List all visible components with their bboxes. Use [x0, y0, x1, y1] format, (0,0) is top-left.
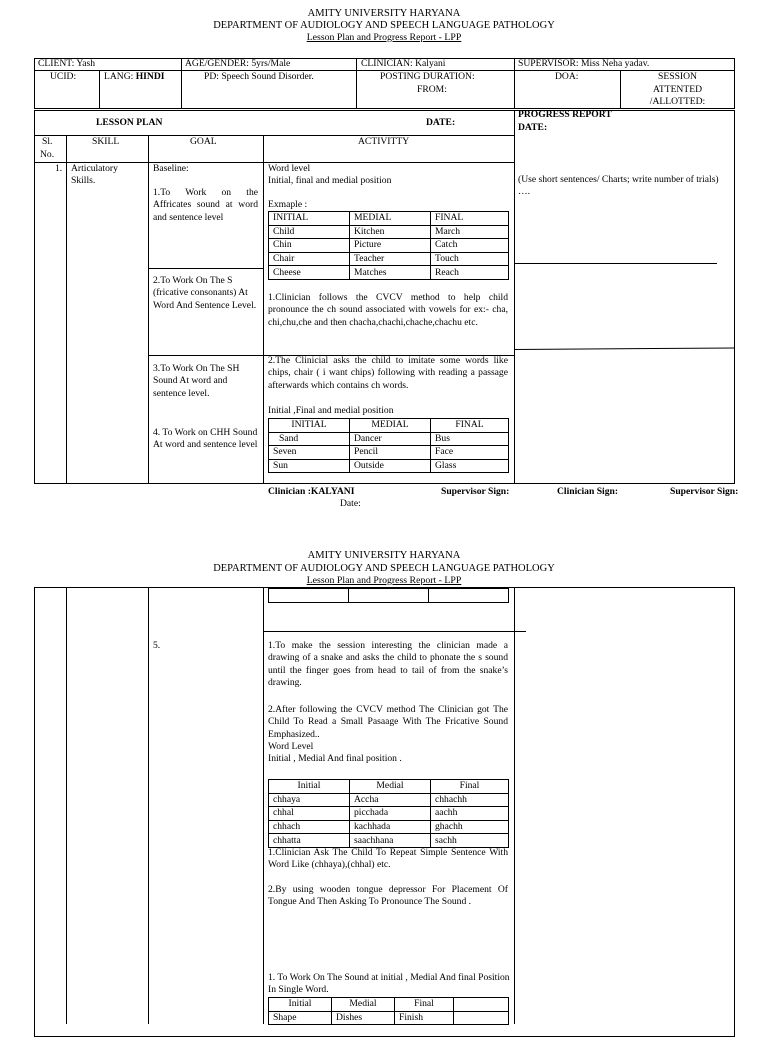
table-cell: Chair — [269, 252, 350, 266]
language-field — [104, 71, 165, 83]
department-title-p2: DEPARTMENT OF AUDIOLOGY AND SPEECH LANGUAGE PATHOLOGY — [213, 563, 555, 574]
divider — [428, 588, 429, 603]
activity-depressor: 2.By using wooden tongue depressor For Placement Of Tongue And Then Asking To Pronounce The Sound . — [268, 884, 508, 908]
table-cell: Reach — [431, 266, 509, 280]
clinician-name: CLINICIAN: Kalyani — [361, 58, 446, 69]
table-cell: Touch — [431, 252, 509, 266]
department-title: DEPARTMENT OF AUDIOLOGY AND SPEECH LANGUAGE PATHOLOGY — [213, 20, 555, 31]
table-row — [269, 459, 509, 473]
table-row — [269, 807, 509, 821]
divider — [148, 268, 263, 269]
row-number: 1. — [55, 163, 63, 174]
table-header-cell: Medial — [332, 998, 395, 1012]
word-level-label: Word Level — [268, 741, 314, 752]
table-cell: March — [431, 225, 509, 239]
table-header-cell: Initial — [269, 780, 350, 794]
table-header-cell: INITIAL — [269, 212, 350, 226]
activity-work-sound: 1. To Work On The Sound at initial , Medial And final Position In Single Word. — [268, 972, 510, 996]
progress-date-label: DATE: — [518, 122, 548, 133]
lang-label: LANG: — [104, 71, 134, 82]
divider — [148, 135, 149, 484]
age-gender: AGE/GENDER: 5yrs/Male — [185, 58, 291, 69]
s-word-table — [268, 418, 509, 473]
goal-5: 5. — [153, 640, 161, 651]
table-cell: chhach — [269, 820, 350, 834]
progress-report-heading: PROGRESS REPORT — [518, 109, 612, 120]
table-cell: Chin — [269, 239, 350, 253]
table-cell: picchada — [350, 807, 431, 821]
table-cell: Cheese — [269, 266, 350, 280]
document-subtitle: Lesson Plan and Progress Report - LPP — [306, 32, 462, 43]
table-cell: Dishes — [332, 1011, 395, 1025]
table-header-row — [269, 998, 509, 1012]
session-line-1: SESSION — [658, 71, 697, 82]
activity-example: Exmaple : — [268, 199, 308, 210]
divider — [263, 135, 264, 484]
goal-2: 2.To Work On The S (fricative consonants) At Word And Sentence Level. — [153, 275, 257, 311]
table-header-row — [269, 780, 509, 794]
table-cell — [454, 1011, 509, 1025]
table-header-cell: MEDIAL — [350, 419, 431, 433]
col-sl-header: Sl. — [42, 136, 53, 147]
table-cell: Sand — [269, 432, 350, 446]
activity-word-level: Word level — [268, 163, 311, 174]
ch-word-table — [268, 211, 509, 280]
divider — [148, 587, 149, 1024]
activity-snake: 1.To make the session interesting the clinician made a drawing of a snake and asks the child to phonate the s sound until the finger goes from head to tail of from the snake’s drawing. — [268, 640, 508, 689]
table-header-row — [269, 419, 509, 433]
divider — [263, 587, 264, 1024]
divider — [514, 263, 717, 264]
divider — [181, 58, 182, 109]
table-cell: Bus — [431, 432, 509, 446]
col-no-header: No. — [40, 149, 55, 160]
table-row — [269, 252, 509, 266]
table-header-cell: Final — [395, 998, 454, 1012]
table-cell: Child — [269, 225, 350, 239]
subtitle-wrap-p2 — [0, 574, 768, 587]
table-cell: Accha — [350, 793, 431, 807]
goal-1: 1.To Work on the Affricates sound at word and sentence level — [153, 187, 258, 223]
table-cell: Matches — [350, 266, 431, 280]
table-cell: chhachh — [431, 793, 509, 807]
progress-note: (Use short sentences/ Charts; write number of trials) …. — [518, 174, 719, 198]
table-header-cell: Medial — [350, 780, 431, 794]
table-cell: Face — [431, 446, 509, 460]
table-row — [269, 793, 509, 807]
activity-repeat: 1.Clinician Ask The Child To Repeat Simple Sentence With Word Like (chhaya),(chhal) etc. — [268, 847, 508, 871]
client-name: CLIENT: Yash — [38, 58, 96, 69]
supervisor-sign-label: Supervisor Sign: — [441, 486, 510, 497]
table-cell: Glass — [431, 459, 509, 473]
university-title-p2: AMITY UNIVERSITY HARYANA — [307, 550, 461, 561]
table-row — [269, 239, 509, 253]
table-cell: saachhana — [350, 834, 431, 848]
sh-word-table — [268, 997, 509, 1025]
col-activity-header: ACTIVITTY — [358, 136, 410, 147]
divider — [263, 631, 526, 632]
table-header-cell: Initial — [269, 998, 332, 1012]
table-cell: sachh — [431, 834, 509, 848]
table-row — [269, 1011, 509, 1025]
chh-word-table — [268, 779, 509, 848]
supervisor-name: SUPERVISOR: Miss Neha yadav. — [518, 58, 650, 69]
activity-positions-2: Initial ,Final and medial position — [268, 405, 394, 416]
signature-date: Date: — [340, 498, 361, 509]
supervisor-sign-label-2: Supervisor Sign: — [670, 486, 739, 497]
skill-line-2: Skills. — [71, 175, 96, 186]
divider — [348, 588, 349, 603]
table-header-cell: Final — [431, 780, 509, 794]
divider — [66, 587, 67, 1024]
subtitle-wrap — [0, 31, 768, 44]
table-row — [269, 225, 509, 239]
divider — [356, 58, 357, 109]
clinician-signature-name: Clinician :KALYANI — [268, 486, 355, 497]
session-line-2: ATTENTED — [652, 84, 703, 95]
divider — [514, 110, 515, 484]
col-skill-header: SKILL — [92, 136, 120, 147]
skill-line-1: Articulatory — [71, 163, 118, 174]
table-row — [269, 266, 509, 280]
divider — [66, 135, 67, 484]
table-cell: chhatta — [269, 834, 350, 848]
table-cell: aachh — [431, 807, 509, 821]
divider — [514, 58, 515, 109]
university-title: AMITY UNIVERSITY HARYANA — [307, 8, 461, 19]
table-cell: Picture — [350, 239, 431, 253]
baseline-label: Baseline: — [153, 163, 189, 174]
table-cell: Seven — [269, 446, 350, 460]
divider — [514, 587, 515, 1024]
posting-duration: POSTING DURATION: — [380, 71, 475, 82]
table-row — [269, 446, 509, 460]
table-cell: kachhada — [350, 820, 431, 834]
table-cell: chhaya — [269, 793, 350, 807]
remnant-table-row — [268, 588, 509, 603]
table-cell: Kitchen — [350, 225, 431, 239]
lesson-date-label: DATE: — [426, 117, 456, 128]
table-cell: Finish — [395, 1011, 454, 1025]
table-header-cell: INITIAL — [269, 419, 350, 433]
posting-from: FROM: — [417, 84, 447, 95]
table-header-row — [269, 212, 509, 226]
session-line-3: /ALLOTTED: — [649, 96, 706, 107]
table-header-cell: MEDIAL — [350, 212, 431, 226]
table-cell: Teacher — [350, 252, 431, 266]
table-cell: ghachh — [431, 820, 509, 834]
clinician-sign-label: Clinician Sign: — [557, 486, 619, 497]
activity-imitate: 2.The Clinicial asks the child to imitate some words like chips, chair ( i want chips) following with reading a passage afterwards which contains ch words. — [268, 355, 508, 391]
positions-label: Initial , Medial And final position . — [268, 753, 402, 764]
doa-label: DOA: — [555, 71, 579, 82]
table-header-cell: FINAL — [431, 212, 509, 226]
table-cell: Catch — [431, 239, 509, 253]
table-row — [269, 834, 509, 848]
col-goal-header: GOAL — [190, 136, 217, 147]
document-subtitle-p2: Lesson Plan and Progress Report - LPP — [306, 575, 462, 586]
table-cell: Sun — [269, 459, 350, 473]
table-header-cell — [454, 998, 509, 1012]
lesson-plan-heading: LESSON PLAN — [96, 117, 163, 128]
activity-passage: 2.After following the CVCV method The Clinician got The Child To Read a Small Pasaage With The Fricative Sound Emphasized.. — [268, 704, 508, 740]
activity-positions: Initial, final and medial position — [268, 175, 392, 186]
table-cell: Dancer — [350, 432, 431, 446]
goal-4: 4. To Work on CHH Sound At word and sentence level — [153, 427, 258, 451]
provisional-diagnosis: PD: Speech Sound Disorder. — [204, 71, 314, 82]
activity-cvcv: 1.Clinician follows the CVCV method to help child pronounce the ch sound associated with vowels for ex:- cha, chi,chu,che and then chacha,chachi,chache,chachu etc. — [268, 292, 508, 328]
table-cell: Shape — [269, 1011, 332, 1025]
lang-value: HINDI — [135, 71, 165, 82]
table-cell: chhal — [269, 807, 350, 821]
goal-3: 3.To Work On The SH Sound At word and sentence level. — [153, 363, 240, 399]
table-header-cell: FINAL — [431, 419, 509, 433]
table-cell: Pencil — [350, 446, 431, 460]
ucid-label: UCID: — [50, 71, 77, 82]
table-row — [269, 432, 509, 446]
table-row — [269, 820, 509, 834]
divider — [99, 70, 100, 109]
table-cell: Outside — [350, 459, 431, 473]
